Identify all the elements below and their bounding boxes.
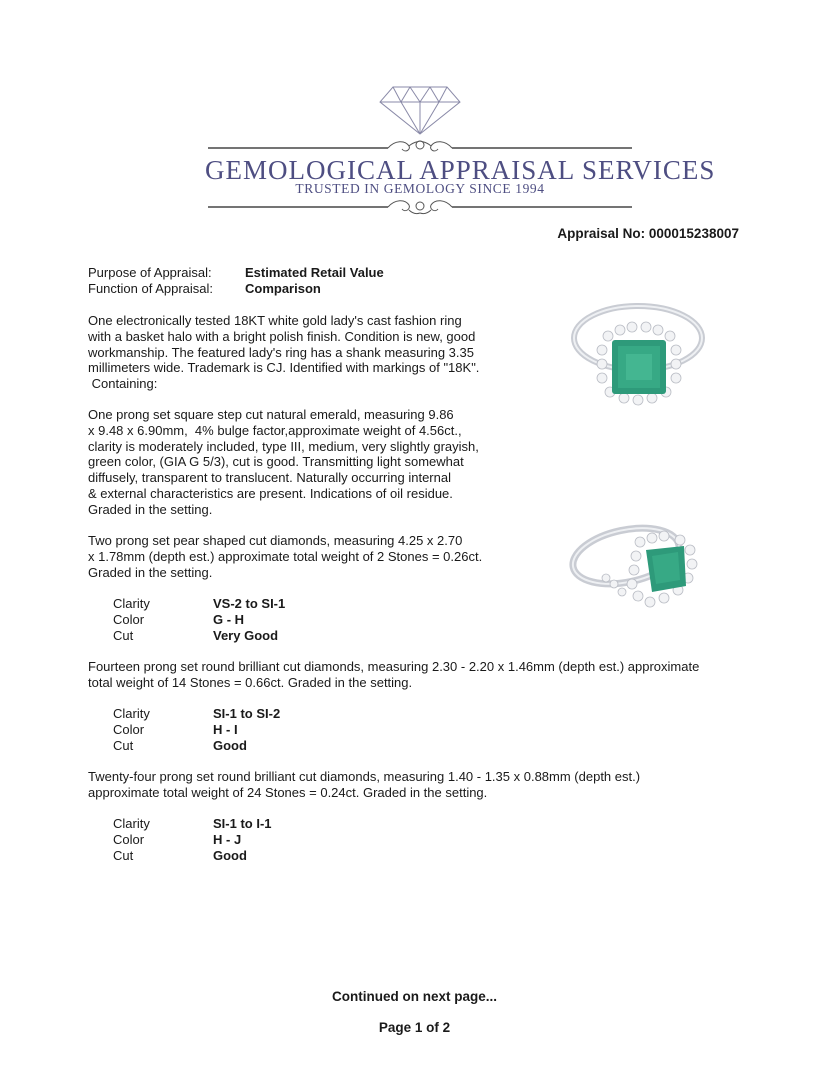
pear-diamonds-grades	[113, 596, 285, 644]
grade-label: Cut	[113, 848, 134, 863]
company-name: GEMOLOGICAL APPRAISAL SERVICES	[205, 155, 716, 185]
grade-value: G - H	[213, 612, 245, 627]
grade-label: Clarity	[113, 816, 150, 831]
emerald-line: clarity is moderately included, type III, medium, very slightly grayish,	[88, 438, 479, 454]
purpose-label: Purpose of Appraisal:	[88, 265, 212, 280]
grade-label: Clarity	[113, 596, 150, 611]
grade-value: SI-1 to SI-2	[213, 706, 281, 721]
emerald-line: green color, (GIA G 5/3), cut is good. Transmitting light somewhat	[88, 454, 464, 470]
grade-row-cut	[113, 848, 272, 864]
grade-label: Color	[113, 612, 145, 627]
emerald-description	[88, 407, 479, 518]
page-number: Page 1 of 2	[378, 1020, 451, 1035]
grade-row-clarity	[113, 706, 280, 722]
ring-photo-top-view	[568, 300, 708, 412]
continued-note: Continued on next page...	[332, 989, 497, 1004]
purpose-row	[88, 265, 384, 281]
purpose-value: Estimated Retail Value	[245, 265, 384, 280]
grade-row-color	[113, 722, 280, 738]
appraisal-summary	[88, 265, 384, 297]
grade-value: H - J	[213, 832, 242, 847]
twentyfour-line: Twenty-four prong set round brilliant cut diamonds, measuring 1.40 - 1.35 x 0.88mm (depth est.)	[88, 769, 641, 784]
grade-row-clarity	[113, 596, 285, 612]
fourteen-diamonds-grades	[113, 706, 280, 754]
description-line: workmanship. The featured lady's ring has a shank measuring 3.35	[88, 344, 474, 360]
grade-label: Cut	[113, 738, 134, 753]
company-tagline: TRUSTED IN GEMOLOGY SINCE 1994	[295, 181, 545, 196]
fourteen-line: total weight of 14 Stones = 0.66ct. Graded in the setting.	[88, 674, 413, 690]
description-line: Containing:	[88, 376, 158, 392]
twentyfour-line: approximate total weight of 24 Stones = 0.24ct. Graded in the setting.	[88, 784, 488, 800]
pear-line: x 1.78mm (depth est.) approximate total weight of 2 Stones = 0.26ct.	[88, 548, 483, 564]
grade-value: H - I	[213, 722, 238, 737]
ring-photo-angle-view	[566, 512, 716, 624]
twentyfour-diamonds-description	[88, 769, 640, 801]
function-row	[88, 281, 384, 297]
grade-label: Color	[113, 722, 145, 737]
function-label: Function of Appraisal:	[88, 281, 214, 296]
fourteen-line: Fourteen prong set round brilliant cut diamonds, measuring 2.30 - 2.20 x 1.46mm (depth est.) approximate	[88, 659, 700, 674]
grade-value: Good	[213, 848, 247, 863]
grade-row-clarity	[113, 816, 272, 832]
function-value: Comparison	[245, 281, 321, 296]
fourteen-diamonds-description	[88, 659, 699, 691]
emerald-line: diffusely, transparent to translucent. Naturally occurring internal	[88, 470, 451, 486]
emerald-line: One prong set square step cut natural emerald, measuring 9.86	[88, 407, 454, 422]
company-logo	[205, 82, 716, 222]
grade-row-cut	[113, 738, 280, 754]
grade-row-color	[113, 832, 272, 848]
appraisal-number: Appraisal No: 000015238007	[557, 226, 739, 241]
grade-row-color	[113, 612, 285, 628]
twentyfour-diamonds-grades	[113, 816, 272, 864]
grade-value: VS-2 to SI-1	[213, 596, 286, 611]
emerald-line: & external characteristics are present. Indications of oil residue.	[88, 485, 453, 501]
diamond-logo-icon	[205, 82, 716, 222]
grade-label: Color	[113, 832, 145, 847]
grade-row-cut	[113, 628, 285, 644]
pear-line: Two prong set pear shaped cut diamonds, measuring 4.25 x 2.70	[88, 533, 463, 548]
ring-description	[88, 313, 479, 392]
grade-label: Cut	[113, 628, 134, 643]
grade-value: Very Good	[213, 628, 279, 643]
grade-value: Good	[213, 738, 247, 753]
description-line: One electronically tested 18KT white gold lady's cast fashion ring	[88, 313, 462, 328]
description-line: with a basket halo with a bright polish finish. Condition is new, good	[88, 328, 476, 344]
description-line: millimeters wide. Trademark is CJ. Identified with markings of "18K".	[88, 360, 480, 376]
emerald-line: Graded in the setting.	[88, 501, 213, 517]
emerald-line: x 9.48 x 6.90mm, 4% bulge factor,approximate weight of 4.56ct.,	[88, 422, 462, 438]
pear-line: Graded in the setting.	[88, 564, 213, 580]
pear-diamonds-description	[88, 533, 482, 580]
grade-value: SI-1 to I-1	[213, 816, 272, 831]
grade-label: Clarity	[113, 706, 150, 721]
